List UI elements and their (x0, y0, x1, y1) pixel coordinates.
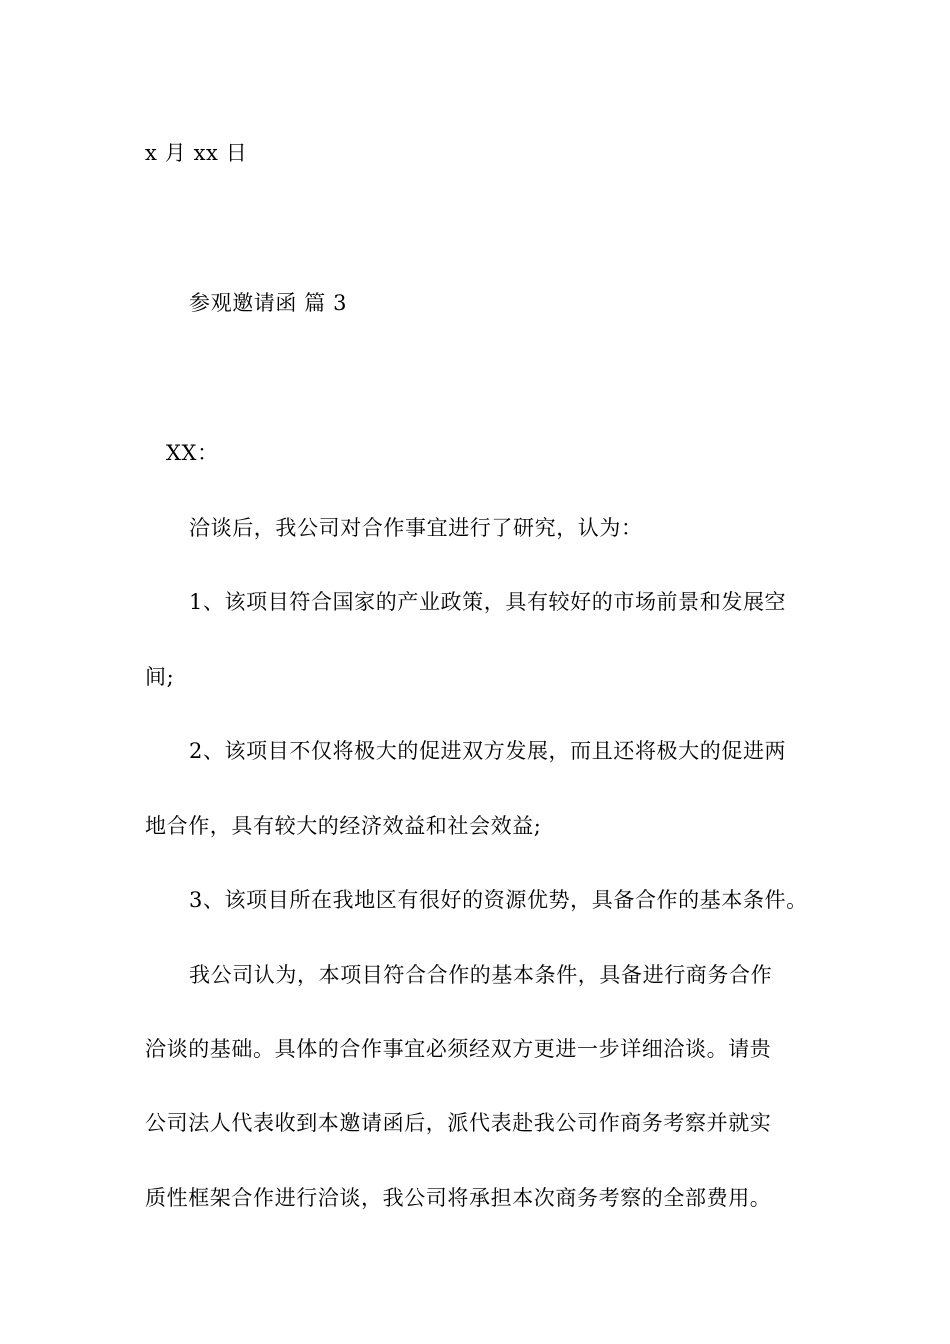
paragraph-line: 洽谈后，我公司对合作事宜进行了研究，认为： (189, 516, 643, 540)
paragraph-line: 2、该项目不仅将极大的促进双方发展，而且还将极大的促进两 (189, 739, 787, 763)
paragraph-line: 地合作，具有较大的经济效益和社会效益; (145, 814, 542, 838)
paragraph-line: 间; (145, 665, 175, 689)
paragraph-line: 洽谈的基础。具体的合作事宜必须经双方更进一步详细洽谈。请贵 (145, 1037, 772, 1061)
paragraph-line: 公司法人代表收到本邀请函后，派代表赴我公司作商务考察并就实 (145, 1111, 772, 1135)
document-title: 参观邀请函 篇 3 (189, 291, 348, 315)
paragraph-line: 我公司认为，本项目符合合作的基本条件，具备进行商务合作 (189, 963, 773, 987)
paragraph-line: 3、该项目所在我地区有很好的资源优势，具备合作的基本条件。 (189, 888, 808, 912)
paragraph-line: 质性框架合作进行洽谈，我公司将承担本次商务考察的全部费用。 (145, 1186, 772, 1210)
salutation: XX： (166, 441, 219, 465)
date-line: x 月 xx 日 (145, 141, 248, 165)
paragraph-line: 1、该项目符合国家的产业政策，具有较好的市场前景和发展空 (189, 590, 787, 614)
